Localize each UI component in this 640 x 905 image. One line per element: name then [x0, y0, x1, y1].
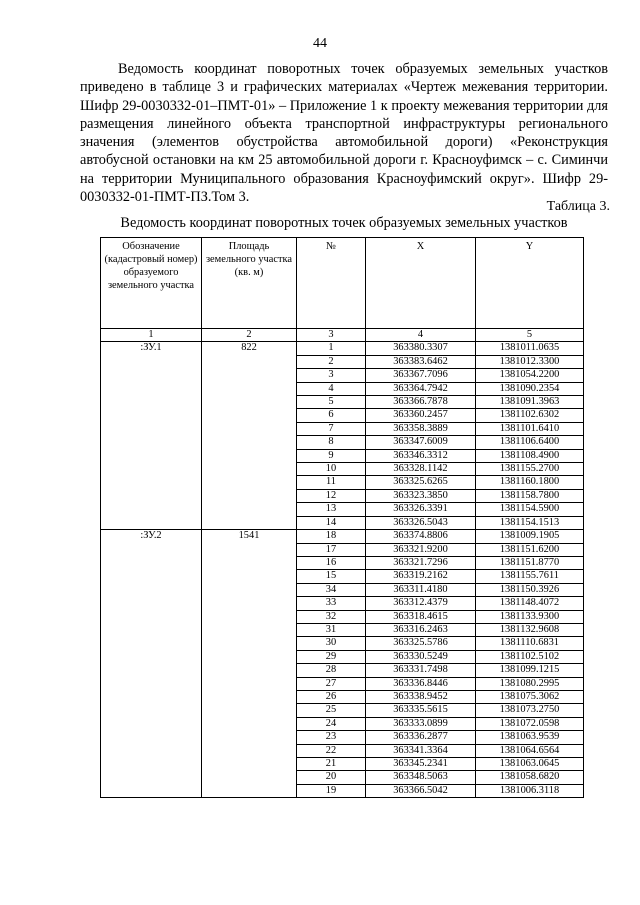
header-designation: Обозначение (кадастровый номер) образуемого земельного участка: [101, 238, 202, 329]
column-number: 5: [476, 329, 584, 342]
point-number: 11: [297, 476, 366, 489]
coordinate-x: 363366.5042: [366, 784, 476, 797]
coordinate-x: 363311.4180: [366, 583, 476, 596]
coordinate-x: 363360.2457: [366, 409, 476, 422]
point-number: 12: [297, 489, 366, 502]
coordinate-y: 1381160.1800: [476, 476, 584, 489]
coordinate-x: 363331.7498: [366, 664, 476, 677]
table-body: [101, 342, 584, 798]
coordinate-y: 1381158.7800: [476, 489, 584, 502]
coordinate-y: 1381073.2750: [476, 704, 584, 717]
point-number: 24: [297, 717, 366, 730]
coordinate-x: 363380.3307: [366, 342, 476, 355]
point-number: 31: [297, 623, 366, 636]
point-number: 19: [297, 784, 366, 797]
point-number: 17: [297, 543, 366, 556]
coordinate-y: 1381058.6820: [476, 771, 584, 784]
header-area: Площадь земельного участка (кв. м): [202, 238, 297, 329]
point-number: 7: [297, 422, 366, 435]
coordinate-x: 363323.3850: [366, 489, 476, 502]
point-number: 2: [297, 355, 366, 368]
coordinate-y: 1381063.0645: [476, 758, 584, 771]
point-number: 27: [297, 677, 366, 690]
coordinate-y: 1381102.6302: [476, 409, 584, 422]
table-header-row: [101, 238, 584, 329]
coordinate-y: 1381099.1215: [476, 664, 584, 677]
coordinate-x: 363312.4379: [366, 597, 476, 610]
point-number: 5: [297, 396, 366, 409]
coordinate-x: 363316.2463: [366, 623, 476, 636]
header-number: №: [297, 238, 366, 329]
coordinate-x: 363383.6462: [366, 355, 476, 368]
coordinate-x: 363336.2877: [366, 731, 476, 744]
coordinate-y: 1381101.6410: [476, 422, 584, 435]
coordinate-y: 1381072.0598: [476, 717, 584, 730]
coordinate-y: 1381012.3300: [476, 355, 584, 368]
coordinate-y: 1381154.1513: [476, 516, 584, 529]
coordinate-x: 363341.3364: [366, 744, 476, 757]
table-reference: Таблица 3.: [546, 199, 610, 214]
coordinate-y: 1381155.7611: [476, 570, 584, 583]
coordinate-y: 1381011.0635: [476, 342, 584, 355]
coordinate-y: 1381148.4072: [476, 597, 584, 610]
coordinate-x: 363358.3889: [366, 422, 476, 435]
coordinate-y: 1381009.1905: [476, 530, 584, 543]
point-number: 30: [297, 637, 366, 650]
point-number: 26: [297, 690, 366, 703]
coordinate-x: 363347.6009: [366, 436, 476, 449]
coordinate-x: 363330.5249: [366, 650, 476, 663]
point-number: 1: [297, 342, 366, 355]
coordinate-y: 1381090.2354: [476, 382, 584, 395]
coordinate-x: 363326.5043: [366, 516, 476, 529]
coordinate-y: 1381151.6200: [476, 543, 584, 556]
coordinate-x: 363321.7296: [366, 556, 476, 569]
table-row: [101, 530, 584, 543]
table-row: [101, 342, 584, 355]
coordinate-y: 1381151.8770: [476, 556, 584, 569]
point-number: 21: [297, 758, 366, 771]
column-number: 3: [297, 329, 366, 342]
point-number: 18: [297, 530, 366, 543]
intro-paragraph: Ведомость координат поворотных точек образуемых земельных участков приведено в таблице 3 и графических материалах «Чертеж межевания территории. Шифр 29-0030332-01–ПМТ-01» – Приложение 1 к проекту межевания территории для размещения линейного объекта транспортной инфраструктуры регионального значения (элементов обустройства автомобильной дороги) «Реконструкция автобусной остановки на км 25 автомобильной дороги г. Красноуфимск – с. Симинчи на территории Муниципального образования Красноуфимский округ». Шифр 29-0030332-01-ПМТ-ПЗ.Том 3.: [80, 61, 608, 206]
column-number: 1: [101, 329, 202, 342]
point-number: 10: [297, 463, 366, 476]
header-y: Y: [476, 238, 584, 329]
coordinate-x: 363364.7942: [366, 382, 476, 395]
point-number: 28: [297, 664, 366, 677]
coordinate-x: 363335.5615: [366, 704, 476, 717]
coordinate-y: 1381132.9608: [476, 623, 584, 636]
coordinate-x: 363367.7096: [366, 369, 476, 382]
point-number: 14: [297, 516, 366, 529]
coordinate-x: 363333.0899: [366, 717, 476, 730]
point-number: 9: [297, 449, 366, 462]
coordinate-x: 363328.1142: [366, 463, 476, 476]
coordinate-x: 363338.9452: [366, 690, 476, 703]
parcel-designation: :ЗУ.2: [101, 530, 202, 798]
point-number: 16: [297, 556, 366, 569]
point-number: 4: [297, 382, 366, 395]
coordinate-y: 1381110.6831: [476, 637, 584, 650]
coordinate-x: 363326.3391: [366, 503, 476, 516]
coordinate-y: 1381075.3062: [476, 690, 584, 703]
point-number: 13: [297, 503, 366, 516]
page-number: 44: [313, 36, 327, 51]
coordinates-table: [100, 237, 584, 798]
coordinate-y: 1381154.5900: [476, 503, 584, 516]
parcel-designation: :ЗУ.1: [101, 342, 202, 530]
coordinate-x: 363366.7878: [366, 396, 476, 409]
coordinate-x: 363319.2162: [366, 570, 476, 583]
point-number: 20: [297, 771, 366, 784]
coordinate-y: 1381108.4900: [476, 449, 584, 462]
coordinate-x: 363374.8806: [366, 530, 476, 543]
point-number: 34: [297, 583, 366, 596]
point-number: 22: [297, 744, 366, 757]
point-number: 23: [297, 731, 366, 744]
coordinate-y: 1381155.2700: [476, 463, 584, 476]
point-number: 29: [297, 650, 366, 663]
coordinate-x: 363348.5063: [366, 771, 476, 784]
coordinate-y: 1381106.6400: [476, 436, 584, 449]
coordinate-y: 1381080.2995: [476, 677, 584, 690]
header-x: X: [366, 238, 476, 329]
coordinate-y: 1381064.6564: [476, 744, 584, 757]
coordinate-y: 1381091.3963: [476, 396, 584, 409]
coordinate-x: 363325.6265: [366, 476, 476, 489]
column-numbers-row: [101, 329, 584, 342]
coordinate-y: 1381133.9300: [476, 610, 584, 623]
coordinate-y: 1381054.2200: [476, 369, 584, 382]
coordinate-x: 363325.5786: [366, 637, 476, 650]
point-number: 3: [297, 369, 366, 382]
coordinate-x: 363336.8446: [366, 677, 476, 690]
coordinate-y: 1381102.5102: [476, 650, 584, 663]
coordinate-y: 1381063.9539: [476, 731, 584, 744]
point-number: 6: [297, 409, 366, 422]
parcel-area: 822: [202, 342, 297, 530]
column-number: 4: [366, 329, 476, 342]
point-number: 33: [297, 597, 366, 610]
coordinate-x: 363346.3312: [366, 449, 476, 462]
coordinate-x: 363345.2341: [366, 758, 476, 771]
point-number: 25: [297, 704, 366, 717]
coordinate-x: 363318.4615: [366, 610, 476, 623]
point-number: 15: [297, 570, 366, 583]
point-number: 32: [297, 610, 366, 623]
column-number: 2: [202, 329, 297, 342]
coordinate-y: 1381150.3926: [476, 583, 584, 596]
point-number: 8: [297, 436, 366, 449]
coordinate-x: 363321.9200: [366, 543, 476, 556]
coordinate-y: 1381006.3118: [476, 784, 584, 797]
table-caption: Ведомость координат поворотных точек образуемых земельных участков: [120, 215, 568, 231]
parcel-area: 1541: [202, 530, 297, 798]
